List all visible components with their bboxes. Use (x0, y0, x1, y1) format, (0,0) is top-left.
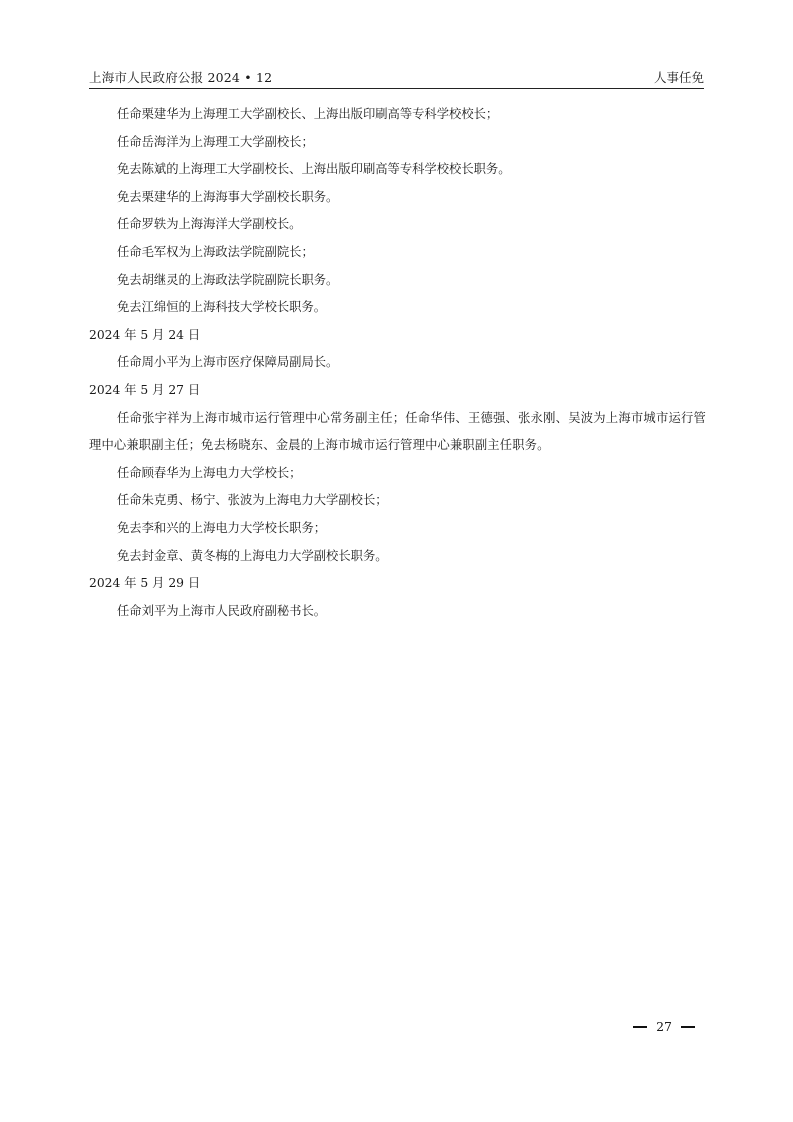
appointment-item: 免去封金章、黄冬梅的上海电力大学副校长职务。 (117, 548, 388, 563)
appointment-item: 任命顾春华为上海电力大学校长； (117, 465, 302, 480)
appointment-item: 任命毛军权为上海政法学院副院长； (117, 244, 314, 259)
appointment-item: 免去江绵恒的上海科技大学校长职务。 (117, 300, 327, 315)
date-heading: 2024 年 5 月 27 日 (89, 382, 201, 397)
appointment-item: 任命周小平为上海市医疗保障局副局长。 (117, 355, 339, 370)
appointment-item: 免去陈斌的上海理工大学副校长、上海出版印刷高等专科学校校长职务。 (117, 162, 511, 177)
appointment-item: 任命朱克勇、杨宁、张波为上海电力大学副校长； (117, 493, 388, 508)
appointment-item: 免去栗建华的上海海事大学副校长职务。 (117, 189, 339, 204)
dash-left (633, 1026, 647, 1028)
page-header (89, 66, 704, 89)
appointment-item: 免去胡继灵的上海政法学院副院长职务。 (117, 272, 339, 287)
dash-right (681, 1026, 695, 1028)
section-title: 人事任免 (653, 70, 704, 85)
appointment-item: 免去李和兴的上海电力大学校长职务； (117, 520, 327, 535)
date-heading: 2024 年 5 月 24 日 (89, 327, 201, 342)
page-number-text: 27 (656, 1019, 672, 1034)
appointment-paragraph: 任命张宇祥为上海市城市运行管理中心常务副主任；任命华伟、王德强、张永刚、吴波为上海市城市运行管理中心兼职副主任；免去杨晓东、金晨的上海市城市运行管理中心兼职副主任职务。 (89, 410, 706, 453)
document-body (89, 101, 706, 625)
page-number (633, 1019, 695, 1034)
appointment-item: 任命罗轶为上海海洋大学副校长。 (117, 217, 302, 232)
date-heading: 2024 年 5 月 29 日 (89, 576, 201, 591)
appointment-item: 任命栗建华为上海理工大学副校长、上海出版印刷高等专科学校校长； (117, 107, 499, 121)
publication-title: 上海市人民政府公报 2024 • 12 (89, 70, 273, 85)
appointment-item: 任命刘平为上海市人民政府副秘书长。 (117, 603, 327, 618)
appointment-item: 任命岳海洋为上海理工大学副校长； (117, 134, 314, 149)
